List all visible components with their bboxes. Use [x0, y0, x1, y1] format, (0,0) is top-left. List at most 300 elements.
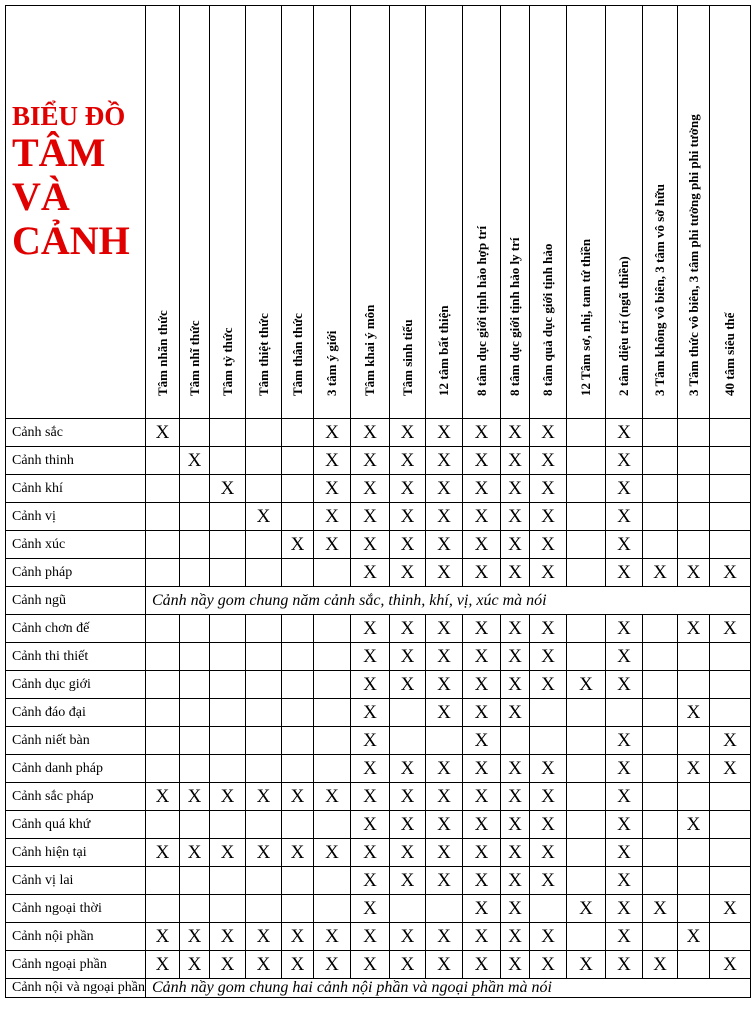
empty-cell [314, 727, 351, 755]
row-label: Cảnh quá khứ [6, 811, 146, 839]
empty-cell [678, 475, 710, 503]
empty-cell [678, 783, 710, 811]
empty-cell [567, 475, 606, 503]
row-label: Cảnh sắc [6, 419, 146, 447]
x-mark-cell: X [606, 503, 643, 531]
empty-cell [567, 643, 606, 671]
empty-cell [530, 699, 567, 727]
x-mark-cell: X [426, 923, 463, 951]
x-mark-cell: X [180, 839, 210, 867]
table-row [6, 979, 751, 998]
x-mark-cell: X [463, 615, 501, 643]
empty-cell [643, 699, 678, 727]
x-mark-cell: X [314, 447, 351, 475]
empty-cell [282, 671, 314, 699]
x-mark-cell: X [501, 811, 530, 839]
empty-cell [246, 447, 282, 475]
column-header [390, 6, 426, 419]
table-row [6, 587, 751, 615]
empty-cell [567, 811, 606, 839]
empty-cell [643, 839, 678, 867]
empty-cell [210, 531, 246, 559]
empty-cell [282, 755, 314, 783]
empty-cell [210, 503, 246, 531]
column-header-label: Tâm thân thức [289, 313, 305, 396]
empty-cell [282, 727, 314, 755]
empty-cell [314, 559, 351, 587]
empty-cell [643, 419, 678, 447]
empty-cell [146, 447, 180, 475]
column-header-label: 8 tâm quả dục giới tịnh hảo [540, 243, 555, 396]
x-mark-cell: X [643, 559, 678, 587]
title-line-4: CẢNH [12, 218, 130, 263]
empty-cell [146, 643, 180, 671]
x-mark-cell: X [710, 559, 751, 587]
table-row [6, 559, 751, 587]
empty-cell [282, 447, 314, 475]
x-mark-cell: X [351, 783, 390, 811]
empty-cell [567, 839, 606, 867]
empty-cell [282, 615, 314, 643]
x-mark-cell: X [463, 783, 501, 811]
header-row [6, 6, 751, 419]
column-header [678, 6, 710, 419]
x-mark-cell: X [710, 755, 751, 783]
empty-cell [180, 867, 210, 895]
column-header [643, 6, 678, 419]
x-mark-cell: X [146, 951, 180, 979]
x-mark-cell: X [606, 419, 643, 447]
column-header [710, 6, 751, 419]
x-mark-cell: X [426, 755, 463, 783]
x-mark-cell: X [678, 615, 710, 643]
empty-cell [246, 895, 282, 923]
x-mark-cell: X [710, 951, 751, 979]
empty-cell [390, 699, 426, 727]
x-mark-cell: X [351, 923, 390, 951]
x-mark-cell: X [426, 671, 463, 699]
empty-cell [210, 867, 246, 895]
x-mark-cell: X [314, 503, 351, 531]
row-note: Cảnh nầy gom chung năm cảnh sắc, thinh, khí, vị, xúc mà nói [146, 587, 751, 615]
x-mark-cell: X [426, 699, 463, 727]
x-mark-cell: X [246, 923, 282, 951]
empty-cell [180, 811, 210, 839]
empty-cell [180, 755, 210, 783]
x-mark-cell: X [501, 923, 530, 951]
column-header-label: 8 tâm dục giới tịnh hảo hợp trí [473, 225, 489, 396]
x-mark-cell: X [463, 811, 501, 839]
empty-cell [567, 615, 606, 643]
empty-cell [530, 727, 567, 755]
x-mark-cell: X [351, 951, 390, 979]
x-mark-cell: X [606, 867, 643, 895]
empty-cell [567, 923, 606, 951]
x-mark-cell: X [710, 895, 751, 923]
x-mark-cell: X [501, 699, 530, 727]
column-header [210, 6, 246, 419]
x-mark-cell: X [180, 951, 210, 979]
row-label: Cảnh vị [6, 503, 146, 531]
x-mark-cell: X [426, 419, 463, 447]
x-mark-cell: X [210, 783, 246, 811]
x-mark-cell: X [426, 783, 463, 811]
column-header-label: Tâm sinh tiếu [399, 319, 415, 396]
table-row [6, 531, 751, 559]
empty-cell [567, 727, 606, 755]
x-mark-cell: X [351, 447, 390, 475]
empty-cell [678, 447, 710, 475]
empty-cell [146, 615, 180, 643]
empty-cell [210, 895, 246, 923]
x-mark-cell: X [390, 951, 426, 979]
empty-cell [180, 671, 210, 699]
empty-cell [210, 447, 246, 475]
x-mark-cell: X [606, 615, 643, 643]
empty-cell [210, 615, 246, 643]
empty-cell [282, 419, 314, 447]
x-mark-cell: X [530, 643, 567, 671]
empty-cell [314, 867, 351, 895]
empty-cell [710, 671, 751, 699]
x-mark-cell: X [530, 503, 567, 531]
empty-cell [282, 867, 314, 895]
x-mark-cell: X [530, 559, 567, 587]
empty-cell [567, 503, 606, 531]
table-row [6, 951, 751, 979]
empty-cell [146, 531, 180, 559]
x-mark-cell: X [606, 783, 643, 811]
empty-cell [710, 419, 751, 447]
x-mark-cell: X [463, 951, 501, 979]
x-mark-cell: X [530, 531, 567, 559]
x-mark-cell: X [606, 671, 643, 699]
x-mark-cell: X [180, 783, 210, 811]
x-mark-cell: X [314, 419, 351, 447]
row-label: Cảnh ngũ [6, 587, 146, 615]
x-mark-cell: X [282, 783, 314, 811]
row-label: Cảnh danh pháp [6, 755, 146, 783]
x-mark-cell: X [351, 811, 390, 839]
empty-cell [146, 699, 180, 727]
x-mark-cell: X [314, 783, 351, 811]
column-header [463, 6, 501, 419]
x-mark-cell: X [501, 867, 530, 895]
x-mark-cell: X [146, 923, 180, 951]
x-mark-cell: X [390, 671, 426, 699]
title-line-3: VÀ [12, 174, 70, 219]
x-mark-cell: X [501, 447, 530, 475]
column-header-label: 3 Tâm thức vô biên, 3 tâm phi tưởng phi phi tưởng [685, 114, 701, 396]
x-mark-cell: X [606, 447, 643, 475]
empty-cell [678, 839, 710, 867]
x-mark-cell: X [501, 951, 530, 979]
column-header-label: Tâm khai ý môn [362, 304, 377, 396]
empty-cell [180, 531, 210, 559]
table-row [6, 923, 751, 951]
empty-cell [246, 643, 282, 671]
column-header [146, 6, 180, 419]
x-mark-cell: X [390, 615, 426, 643]
x-mark-cell: X [246, 839, 282, 867]
empty-cell [210, 643, 246, 671]
empty-cell [710, 839, 751, 867]
x-mark-cell: X [282, 923, 314, 951]
empty-cell [180, 475, 210, 503]
x-mark-cell: X [426, 531, 463, 559]
x-mark-cell: X [282, 951, 314, 979]
empty-cell [643, 783, 678, 811]
x-mark-cell: X [530, 615, 567, 643]
empty-cell [710, 447, 751, 475]
x-mark-cell: X [530, 811, 567, 839]
empty-cell [567, 699, 606, 727]
x-mark-cell: X [146, 783, 180, 811]
x-mark-cell: X [501, 895, 530, 923]
x-mark-cell: X [606, 895, 643, 923]
x-mark-cell: X [146, 419, 180, 447]
empty-cell [146, 559, 180, 587]
empty-cell [606, 699, 643, 727]
table-row [6, 643, 751, 671]
x-mark-cell: X [426, 951, 463, 979]
empty-cell [643, 867, 678, 895]
x-mark-cell: X [643, 895, 678, 923]
x-mark-cell: X [530, 923, 567, 951]
empty-cell [210, 755, 246, 783]
x-mark-cell: X [463, 895, 501, 923]
column-header-label: 12 Tâm sơ, nhị, tam tứ thiền [578, 238, 593, 396]
empty-cell [146, 503, 180, 531]
mind-object-table [5, 5, 751, 998]
empty-cell [210, 811, 246, 839]
empty-cell [643, 811, 678, 839]
x-mark-cell: X [643, 951, 678, 979]
x-mark-cell: X [351, 755, 390, 783]
x-mark-cell: X [351, 699, 390, 727]
empty-cell [282, 475, 314, 503]
empty-cell [678, 867, 710, 895]
empty-cell [314, 811, 351, 839]
x-mark-cell: X [390, 447, 426, 475]
row-label: Cảnh sắc pháp [6, 783, 146, 811]
empty-cell [567, 867, 606, 895]
x-mark-cell: X [501, 783, 530, 811]
empty-cell [643, 923, 678, 951]
x-mark-cell: X [606, 951, 643, 979]
x-mark-cell: X [463, 755, 501, 783]
row-label: Cảnh đáo đại [6, 699, 146, 727]
x-mark-cell: X [501, 475, 530, 503]
x-mark-cell: X [351, 867, 390, 895]
x-mark-cell: X [530, 839, 567, 867]
x-mark-cell: X [351, 475, 390, 503]
row-label: Cảnh vị lai [6, 867, 146, 895]
x-mark-cell: X [678, 923, 710, 951]
column-header-label: Tâm nhãn thức [154, 310, 170, 396]
x-mark-cell: X [210, 951, 246, 979]
empty-cell [567, 419, 606, 447]
x-mark-cell: X [426, 839, 463, 867]
empty-cell [246, 699, 282, 727]
x-mark-cell: X [606, 475, 643, 503]
x-mark-cell: X [426, 811, 463, 839]
x-mark-cell: X [426, 643, 463, 671]
table-row [6, 895, 751, 923]
empty-cell [282, 699, 314, 727]
empty-cell [678, 727, 710, 755]
x-mark-cell: X [501, 503, 530, 531]
column-header-label: Tâm tỷ thức [219, 327, 235, 396]
empty-cell [678, 643, 710, 671]
x-mark-cell: X [314, 923, 351, 951]
empty-cell [643, 755, 678, 783]
x-mark-cell: X [567, 895, 606, 923]
chart-title [12, 101, 130, 263]
table-row [6, 727, 751, 755]
empty-cell [314, 895, 351, 923]
x-mark-cell: X [390, 643, 426, 671]
empty-cell [710, 503, 751, 531]
column-header-label: 3 Tâm không vô biên, 3 tâm vô sở hữu [652, 184, 667, 396]
column-header [180, 6, 210, 419]
x-mark-cell: X [710, 615, 751, 643]
empty-cell [282, 895, 314, 923]
empty-cell [314, 699, 351, 727]
empty-cell [146, 671, 180, 699]
x-mark-cell: X [530, 783, 567, 811]
x-mark-cell: X [210, 475, 246, 503]
empty-cell [146, 475, 180, 503]
row-label: Cảnh nội phần [6, 923, 146, 951]
x-mark-cell: X [463, 419, 501, 447]
x-mark-cell: X [501, 839, 530, 867]
x-mark-cell: X [246, 951, 282, 979]
empty-cell [282, 643, 314, 671]
column-header [606, 6, 643, 419]
x-mark-cell: X [606, 559, 643, 587]
row-label: Cảnh thinh [6, 447, 146, 475]
empty-cell [282, 503, 314, 531]
x-mark-cell: X [180, 923, 210, 951]
empty-cell [180, 615, 210, 643]
x-mark-cell: X [463, 839, 501, 867]
empty-cell [567, 783, 606, 811]
x-mark-cell: X [426, 559, 463, 587]
empty-cell [180, 503, 210, 531]
x-mark-cell: X [463, 643, 501, 671]
table-row [6, 783, 751, 811]
empty-cell [643, 531, 678, 559]
x-mark-cell: X [463, 923, 501, 951]
empty-cell [390, 727, 426, 755]
x-mark-cell: X [390, 503, 426, 531]
empty-cell [710, 811, 751, 839]
x-mark-cell: X [678, 811, 710, 839]
empty-cell [210, 559, 246, 587]
empty-cell [180, 699, 210, 727]
x-mark-cell: X [426, 503, 463, 531]
table-row [6, 755, 751, 783]
x-mark-cell: X [463, 727, 501, 755]
column-header-label: Tâm nhĩ thức [186, 320, 202, 396]
x-mark-cell: X [390, 419, 426, 447]
x-mark-cell: X [567, 951, 606, 979]
x-mark-cell: X [351, 727, 390, 755]
x-mark-cell: X [463, 475, 501, 503]
x-mark-cell: X [351, 559, 390, 587]
row-label: Cảnh nội và ngoại phần [6, 979, 146, 998]
x-mark-cell: X [530, 755, 567, 783]
empty-cell [678, 531, 710, 559]
x-mark-cell: X [606, 839, 643, 867]
empty-cell [643, 643, 678, 671]
x-mark-cell: X [606, 755, 643, 783]
column-header [530, 6, 567, 419]
row-note: Cảnh nầy gom chung hai cảnh nội phần và ngoại phần mà nói [146, 979, 751, 998]
row-label: Cảnh xúc [6, 531, 146, 559]
empty-cell [530, 895, 567, 923]
empty-cell [643, 727, 678, 755]
empty-cell [710, 783, 751, 811]
column-header-label: 12 tâm bất thiện [436, 305, 451, 396]
empty-cell [426, 895, 463, 923]
x-mark-cell: X [210, 923, 246, 951]
x-mark-cell: X [501, 559, 530, 587]
x-mark-cell: X [530, 447, 567, 475]
x-mark-cell: X [146, 839, 180, 867]
x-mark-cell: X [463, 867, 501, 895]
row-label: Cảnh ngoại phần [6, 951, 146, 979]
x-mark-cell: X [606, 643, 643, 671]
empty-cell [246, 615, 282, 643]
x-mark-cell: X [426, 475, 463, 503]
title-cell [6, 6, 146, 419]
x-mark-cell: X [501, 615, 530, 643]
row-label: Cảnh niết bàn [6, 727, 146, 755]
empty-cell [643, 447, 678, 475]
title-line-1: BIỂU ĐỒ [12, 101, 126, 131]
empty-cell [643, 475, 678, 503]
x-mark-cell: X [351, 839, 390, 867]
x-mark-cell: X [426, 615, 463, 643]
column-header-label: Tâm thiệt thức [255, 313, 271, 396]
table-row [6, 447, 751, 475]
empty-cell [314, 755, 351, 783]
x-mark-cell: X [246, 783, 282, 811]
x-mark-cell: X [390, 839, 426, 867]
empty-cell [246, 811, 282, 839]
x-mark-cell: X [246, 503, 282, 531]
x-mark-cell: X [606, 811, 643, 839]
x-mark-cell: X [390, 755, 426, 783]
empty-cell [246, 727, 282, 755]
empty-cell [567, 447, 606, 475]
x-mark-cell: X [390, 923, 426, 951]
empty-cell [180, 727, 210, 755]
empty-cell [710, 923, 751, 951]
x-mark-cell: X [314, 839, 351, 867]
table-row [6, 671, 751, 699]
x-mark-cell: X [282, 839, 314, 867]
x-mark-cell: X [463, 447, 501, 475]
x-mark-cell: X [463, 503, 501, 531]
empty-cell [643, 615, 678, 643]
empty-cell [501, 727, 530, 755]
empty-cell [643, 671, 678, 699]
empty-cell [180, 559, 210, 587]
empty-cell [678, 503, 710, 531]
